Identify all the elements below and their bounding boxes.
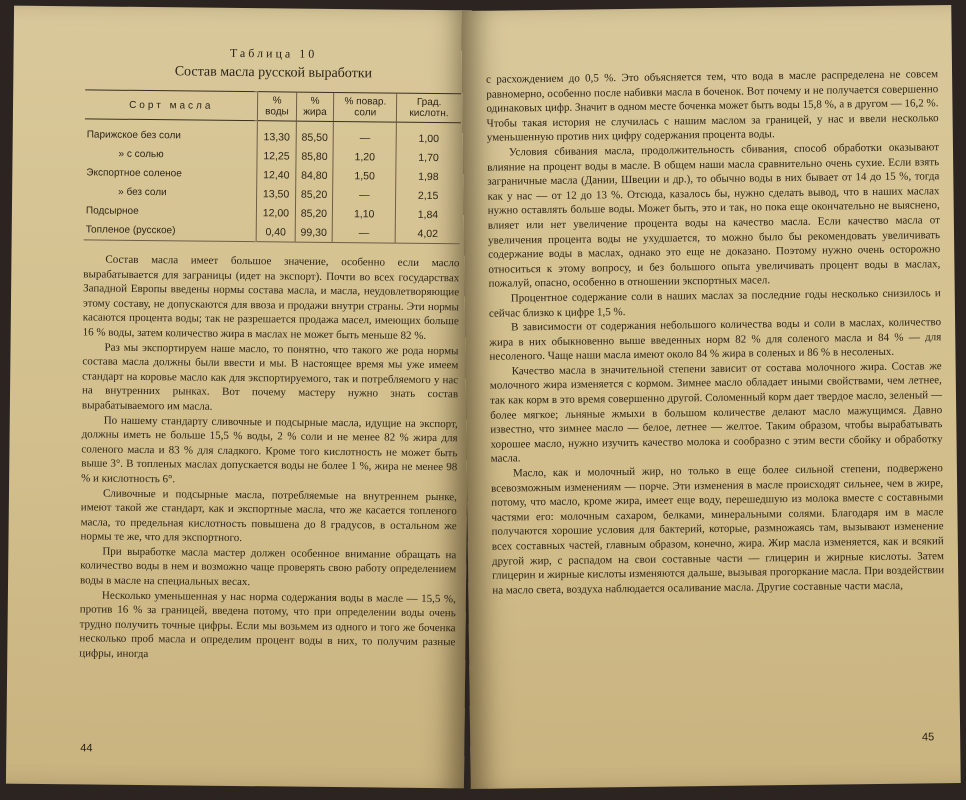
- table-row: [84, 220, 460, 243]
- row-water: 12,00: [257, 203, 295, 222]
- row-acidity: 1,00: [396, 122, 461, 148]
- row-fat: 85,20: [295, 185, 333, 204]
- paragraph: В зависимости от содержания небольшого количества воды и соли в маслах, количество жира в них обыкновенно выше введенных норм 82 % для соленого масла и 84 % — для несоленого. Чаще наши масла имеют около 84 % жира в соленых и 86 % в несоленых.: [489, 316, 942, 363]
- row-acidity: 4,02: [395, 224, 460, 244]
- left-page: [6, 6, 472, 789]
- row-salt: —: [333, 185, 396, 205]
- paragraph: с расхождением до 0,5 %. Это объясняется тем, что вода в масле распределена не совсем равномерно, особенно после набивки масла в боченок. Вот почему и не получается совершенно одинаковых цифр. Значит в одном месте боченка может быть воды 15,8 %, а в другом — 16,2 %. Чтобы такая история не случилась с нашим маслом за границей, у нас и ввели несколько уменьшенную против них цифру содержания процента воды.: [486, 68, 939, 145]
- header-water: % воды: [258, 92, 296, 121]
- table-caption-title: Состав масла русской выработки: [174, 64, 373, 82]
- row-water: 13,50: [257, 184, 295, 203]
- paragraph: Несколько уменьшенная у нас норма содержания воды в масле — 15,5 %, против 16 % за границей, введена потому, что при определении воды очень трудно получить точные цифры. Если мы возьмем из одного и того же боченка несколько проб масла и определим процент воды в них, то получим разные цифры, иногда: [79, 589, 456, 661]
- header-fat: % жира: [296, 92, 334, 121]
- paragraph: По нашему стандарту сливочные и подсырные масла, идущие на экспорт, должны иметь не больше 15,5 % воды, 2 % соли и не менее 82 % жира для соленого масла и 83 % для сладкого. Кроме того кислотность не может быть выше 3°. В топленых маслах допускается воды не более 1 %, жира не менее 98 % и кислотность 6°.: [81, 414, 458, 486]
- row-name: Экспортное соленое: [86, 167, 182, 180]
- page-number-left: 44: [80, 742, 93, 755]
- paragraph: Условия сбивания масла, продолжительность сбивания, способ обработки оказывают влияние на процент воды в масле. В общем наши масла сравнительно очень сухие. Если взять заграничные масла (Дании, Швеции и др.), то обычно воды в них бывает от 14 до 15 %, тогда как у нас — от 12 до 13 %. Отсюда, казалось бы, нужно сделать вывод, что в наших маслах нужно оставлять больше воды. Может быть, это и так, но пока еще окончательно не выяснено, влияет или нет увеличение процента воды на качество масла. Если качество масла от увеличения процента воды не ухудшается, то можно было бы рекомендовать увеличивать содержание воды в маслах, однако это еще не доказано. Поэтому нужно очень осторожно относиться к этому вопросу, и без большого опыта увеличивать процент воды в маслах, пожалуй, опасно, особенно в отношении экспортных масел.: [487, 141, 941, 291]
- row-name: Подсырное: [85, 205, 139, 217]
- paragraph: При выработке масла мастер должен особенное внимание обращать на количество воды в нем и возможно чаще проверять свою работу определением воды в масле на специальных весах.: [80, 545, 457, 589]
- row-salt: 1,10: [333, 204, 396, 224]
- row-acidity: 1,84: [395, 205, 460, 225]
- row-fat: 85,80: [295, 147, 333, 166]
- paragraph: Сливочные и подсырные масла, потребляемые на внутреннем рынке, имеют такой же стандарт, как и экспортные масла, что же касается топленого масла, то предельная кислотность повышена до 8 градусов, в остальном же нормы те же, что для экспортного.: [80, 487, 458, 545]
- header-grade: Сорт масла: [85, 90, 258, 121]
- row-acidity: 2,15: [396, 186, 461, 206]
- row-fat: 85,50: [296, 121, 334, 147]
- row-fat: 85,20: [295, 204, 333, 223]
- butter-composition-table: [84, 89, 462, 244]
- table-row: [85, 119, 461, 148]
- header-acidity: Град. кислотн.: [396, 93, 461, 123]
- paragraph: Состав масла имеет большое значение, особенно если масло вырабатывается для заграницы (идет на экспорт). Почти во всех государствах Западной Европы введены нормы состава масла, и масла, неудовлетворяющие этому составу, не допускаются для ввоза и продажи внутри страны. Эти нормы касаются процента воды; так не разрешается продажа масел, имеющих больше 16 % воды, затем количество жира в маслах не может быть меньше 82 %.: [82, 253, 460, 342]
- row-fat: 99,30: [295, 223, 333, 243]
- row-fat: 84,80: [295, 166, 333, 185]
- row-water: 0,40: [257, 222, 295, 242]
- paragraph: Качество масла в значительной степени зависит от состава молочного жира. Состав же молочного жира изменяется с кормом. Зимнее масло обладает иными свойствами, чем летнее, так как корм в это время совершенно другой. Соломенный корм дает твердое масло, зеленый — более мягкое; льняные жмыхи в большом количестве делают масло мажущимся. Давно известно, что зимнее масло — белое, летнее — желтое. Таким образом, чтобы вырабатывать хорошее масло, нужно изучить качество молока и сообразно с этим вести сбойку и обработку масла.: [489, 360, 943, 466]
- row-salt: —: [334, 121, 397, 147]
- row-water: 12,25: [257, 146, 295, 165]
- table-caption-number: Таблица 10: [229, 45, 318, 61]
- row-name: Топленое (русское): [84, 220, 257, 241]
- row-salt: 1,50: [333, 166, 396, 186]
- row-salt: 1,20: [333, 147, 396, 167]
- row-water: 13,30: [258, 121, 296, 147]
- right-page: [461, 5, 960, 789]
- row-acidity: 1,98: [396, 167, 461, 187]
- row-name: » с солью: [118, 148, 164, 161]
- left-body-text: [79, 252, 459, 665]
- row-name: » без соли: [118, 186, 167, 199]
- row-water: 12,40: [257, 165, 295, 184]
- paragraph: Раз мы экспортируем наше масло, то понятно, что такого же рода нормы состава масла должны были ввести и мы. В настоящее время мы уже имеем стандарт на коровье масло как для экспортируемого, так и потребляемого у нас на внутренних рынках. Вот почему мастеру нужно знать состав вырабатываемого им масла.: [81, 341, 459, 413]
- header-salt: % повар. соли: [334, 92, 397, 122]
- row-salt: —: [333, 223, 396, 243]
- table-header-row: [85, 90, 461, 123]
- paragraph: Масло, как и молочный жир, но только в еще более сильной степени, подвержено всевозможным изменениям — порче. Эти изменения в масле происходят сильнее, чем в жире, потому, что масло, кроме жира, имеет еще воду, перешедшую из молока вместе с составными частями его: молочным сахаром, белками, минеральными солями. Благодаря им в масле получаются хорошие условия для бактерий, которые, размножаясь там, вызывают изменение всех составных частей, главным образом, конечно, жира. Жир масла изменяется, как и всякий другой жир, с распадом на свои составные части — глицерин и жирные кислоты. Затем глицерин и жирные кислоты изменяются дальше, вызывая прогоркание масла. При воздействии на масло света, воздуха наблюдается осаливание масла. Другие составные части масла,: [491, 462, 945, 597]
- right-body-text: [486, 67, 944, 598]
- page-number-right: 45: [921, 731, 935, 744]
- row-acidity: 1,70: [396, 148, 461, 168]
- row-name: Парижское без соли: [86, 129, 181, 142]
- paragraph: Процентное содержание соли в наших маслах за последние годы несколько снизилось и сейчас близко к цифре 1,5 %.: [488, 287, 941, 320]
